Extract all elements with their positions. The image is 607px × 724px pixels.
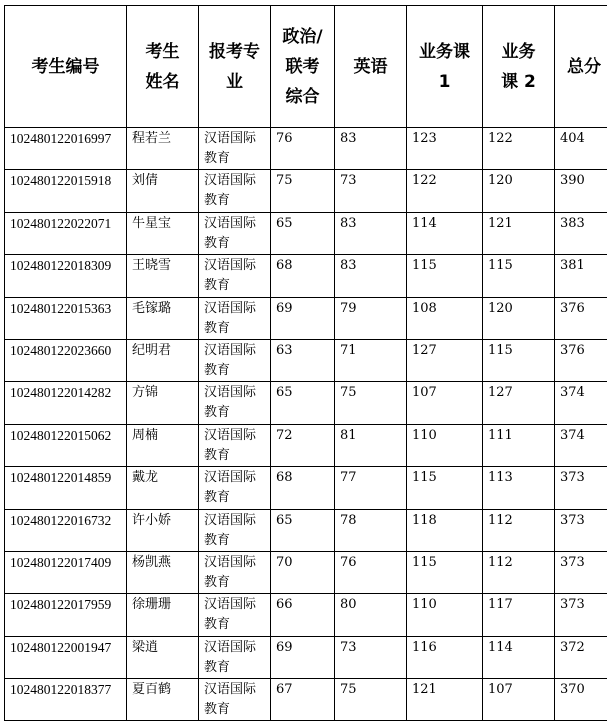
major-cell <box>199 551 271 593</box>
table-row <box>5 297 607 339</box>
header-course-1 <box>407 6 483 128</box>
course1-score-cell: 121 <box>407 679 483 721</box>
major-text: 汉语国际教育 <box>204 173 257 209</box>
course2-score-cell: 122 <box>483 128 555 170</box>
english-score-cell: 83 <box>335 128 407 170</box>
total-score-cell: 370 <box>555 679 607 721</box>
candidate-id-cell: 102480122018377 <box>5 679 127 721</box>
candidate-name-cell: 许小娇 <box>127 509 199 551</box>
course1-score-cell: 108 <box>407 297 483 339</box>
politics-score-cell: 76 <box>271 128 335 170</box>
course1-score-cell: 114 <box>407 212 483 254</box>
candidate-name-cell: 杨凯燕 <box>127 551 199 593</box>
header-line: 政治/ <box>282 26 323 47</box>
table-row <box>5 636 607 678</box>
english-score-cell: 71 <box>335 339 407 381</box>
course2-score-cell: 107 <box>483 679 555 721</box>
major-text: 汉语国际教育 <box>204 342 257 378</box>
major-cell <box>199 636 271 678</box>
major-text: 汉语国际教育 <box>204 682 257 718</box>
header-line: 联考 <box>285 56 320 77</box>
header-candidate-id <box>5 6 127 128</box>
major-cell <box>199 212 271 254</box>
candidate-name-cell: 徐珊珊 <box>127 594 199 636</box>
candidate-name-cell: 纪明君 <box>127 339 199 381</box>
candidate-id-cell: 102480122015363 <box>5 297 127 339</box>
major-text: 汉语国际教育 <box>204 512 257 548</box>
major-text: 汉语国际教育 <box>204 427 257 463</box>
course2-score-cell: 127 <box>483 382 555 424</box>
course2-score-cell: 114 <box>483 636 555 678</box>
major-cell <box>199 467 271 509</box>
total-score-cell: 383 <box>555 212 607 254</box>
candidate-name-cell: 戴龙 <box>127 467 199 509</box>
score-table <box>4 5 607 721</box>
total-score-cell: 374 <box>555 424 607 466</box>
course2-score-cell: 111 <box>483 424 555 466</box>
major-text: 汉语国际教育 <box>204 385 257 421</box>
english-score-cell: 81 <box>335 424 407 466</box>
table-row <box>5 128 607 170</box>
table-row <box>5 339 607 381</box>
header-row <box>5 6 607 128</box>
candidate-name-cell: 梁逍 <box>127 636 199 678</box>
total-score-cell: 390 <box>555 170 607 212</box>
header-major <box>199 6 271 128</box>
header-candidate-name <box>127 6 199 128</box>
politics-score-cell: 65 <box>271 509 335 551</box>
table-row <box>5 424 607 466</box>
header-english <box>335 6 407 128</box>
major-text: 汉语国际教育 <box>204 258 257 294</box>
course2-score-cell: 117 <box>483 594 555 636</box>
politics-score-cell: 68 <box>271 255 335 297</box>
major-text: 汉语国际教育 <box>204 597 257 633</box>
candidate-name-cell: 方锦 <box>127 382 199 424</box>
total-score-cell: 373 <box>555 467 607 509</box>
candidate-id-cell: 102480122017959 <box>5 594 127 636</box>
candidate-name-cell: 程若兰 <box>127 128 199 170</box>
header-line: 1 <box>438 71 451 92</box>
table-row <box>5 594 607 636</box>
course1-score-cell: 123 <box>407 128 483 170</box>
total-score-cell: 373 <box>555 509 607 551</box>
course2-score-cell: 115 <box>483 339 555 381</box>
course2-score-cell: 113 <box>483 467 555 509</box>
english-score-cell: 83 <box>335 255 407 297</box>
candidate-name-cell: 周楠 <box>127 424 199 466</box>
total-score-cell: 372 <box>555 636 607 678</box>
course1-score-cell: 116 <box>407 636 483 678</box>
english-score-cell: 80 <box>335 594 407 636</box>
english-score-cell: 83 <box>335 212 407 254</box>
course2-score-cell: 121 <box>483 212 555 254</box>
politics-score-cell: 65 <box>271 382 335 424</box>
major-cell <box>199 170 271 212</box>
header-line: 业务课 <box>419 41 470 62</box>
english-score-cell: 75 <box>335 382 407 424</box>
politics-score-cell: 63 <box>271 339 335 381</box>
major-cell <box>199 339 271 381</box>
major-cell <box>199 128 271 170</box>
politics-score-cell: 65 <box>271 212 335 254</box>
course2-score-cell: 112 <box>483 509 555 551</box>
total-score-cell: 404 <box>555 128 607 170</box>
candidate-id-cell: 102480122014282 <box>5 382 127 424</box>
total-score-cell: 381 <box>555 255 607 297</box>
header-politics <box>271 6 335 128</box>
politics-score-cell: 75 <box>271 170 335 212</box>
candidate-name-cell: 牛星宝 <box>127 212 199 254</box>
politics-score-cell: 70 <box>271 551 335 593</box>
course1-score-cell: 122 <box>407 170 483 212</box>
major-text: 汉语国际教育 <box>204 300 257 336</box>
english-score-cell: 77 <box>335 467 407 509</box>
header-line: 报考专 <box>209 41 260 62</box>
table-row <box>5 382 607 424</box>
major-text: 汉语国际教育 <box>204 639 257 675</box>
candidate-id-cell: 102480122015918 <box>5 170 127 212</box>
candidate-id-cell: 102480122022071 <box>5 212 127 254</box>
header-line: 业务 <box>501 41 536 62</box>
header-line: 总分 <box>567 56 601 77</box>
table-row <box>5 679 607 721</box>
header-line: 课 2 <box>501 71 536 92</box>
header-line: 考生编号 <box>31 56 100 77</box>
candidate-id-cell: 102480122016997 <box>5 128 127 170</box>
politics-score-cell: 72 <box>271 424 335 466</box>
major-cell <box>199 594 271 636</box>
major-text: 汉语国际教育 <box>204 131 257 166</box>
major-text: 汉语国际教育 <box>204 470 257 506</box>
politics-score-cell: 67 <box>271 679 335 721</box>
major-cell <box>199 509 271 551</box>
english-score-cell: 73 <box>335 170 407 212</box>
major-cell <box>199 424 271 466</box>
course1-score-cell: 115 <box>407 551 483 593</box>
header-line: 综合 <box>285 86 320 107</box>
politics-score-cell: 69 <box>271 636 335 678</box>
total-score-cell: 373 <box>555 594 607 636</box>
table-row <box>5 467 607 509</box>
politics-score-cell: 68 <box>271 467 335 509</box>
major-cell <box>199 382 271 424</box>
candidate-id-cell: 102480122018309 <box>5 255 127 297</box>
english-score-cell: 76 <box>335 551 407 593</box>
major-text: 汉语国际教育 <box>204 554 257 590</box>
header-line: 考生 <box>145 41 180 62</box>
politics-score-cell: 69 <box>271 297 335 339</box>
header-line: 英语 <box>353 56 388 77</box>
total-score-cell: 376 <box>555 339 607 381</box>
course2-score-cell: 112 <box>483 551 555 593</box>
candidate-id-cell: 102480122014859 <box>5 467 127 509</box>
table-row <box>5 509 607 551</box>
course1-score-cell: 115 <box>407 255 483 297</box>
english-score-cell: 73 <box>335 636 407 678</box>
english-score-cell: 79 <box>335 297 407 339</box>
candidate-id-cell: 102480122016732 <box>5 509 127 551</box>
course1-score-cell: 115 <box>407 467 483 509</box>
major-cell <box>199 297 271 339</box>
candidate-name-cell: 王晓雪 <box>127 255 199 297</box>
table-row <box>5 170 607 212</box>
candidate-name-cell: 刘倩 <box>127 170 199 212</box>
course1-score-cell: 127 <box>407 339 483 381</box>
header-line: 业 <box>226 71 243 92</box>
major-text: 汉语国际教育 <box>204 215 257 251</box>
course2-score-cell: 120 <box>483 170 555 212</box>
english-score-cell: 78 <box>335 509 407 551</box>
total-score-cell: 373 <box>555 551 607 593</box>
total-score-cell: 376 <box>555 297 607 339</box>
english-score-cell: 75 <box>335 679 407 721</box>
course1-score-cell: 110 <box>407 594 483 636</box>
major-cell <box>199 255 271 297</box>
course1-score-cell: 107 <box>407 382 483 424</box>
table-row <box>5 255 607 297</box>
politics-score-cell: 66 <box>271 594 335 636</box>
candidate-name-cell: 毛镓璐 <box>127 297 199 339</box>
course1-score-cell: 118 <box>407 509 483 551</box>
candidate-id-cell: 102480122001947 <box>5 636 127 678</box>
candidate-id-cell: 102480122023660 <box>5 339 127 381</box>
header-course-2 <box>483 6 555 128</box>
header-line: 姓名 <box>145 71 180 92</box>
header-total <box>555 6 607 128</box>
candidate-id-cell: 102480122017409 <box>5 551 127 593</box>
candidate-name-cell: 夏百鹤 <box>127 679 199 721</box>
course2-score-cell: 115 <box>483 255 555 297</box>
course2-score-cell: 120 <box>483 297 555 339</box>
major-cell <box>199 679 271 721</box>
candidate-id-cell: 102480122015062 <box>5 424 127 466</box>
total-score-cell: 374 <box>555 382 607 424</box>
course1-score-cell: 110 <box>407 424 483 466</box>
table-row <box>5 551 607 593</box>
table-row <box>5 212 607 254</box>
